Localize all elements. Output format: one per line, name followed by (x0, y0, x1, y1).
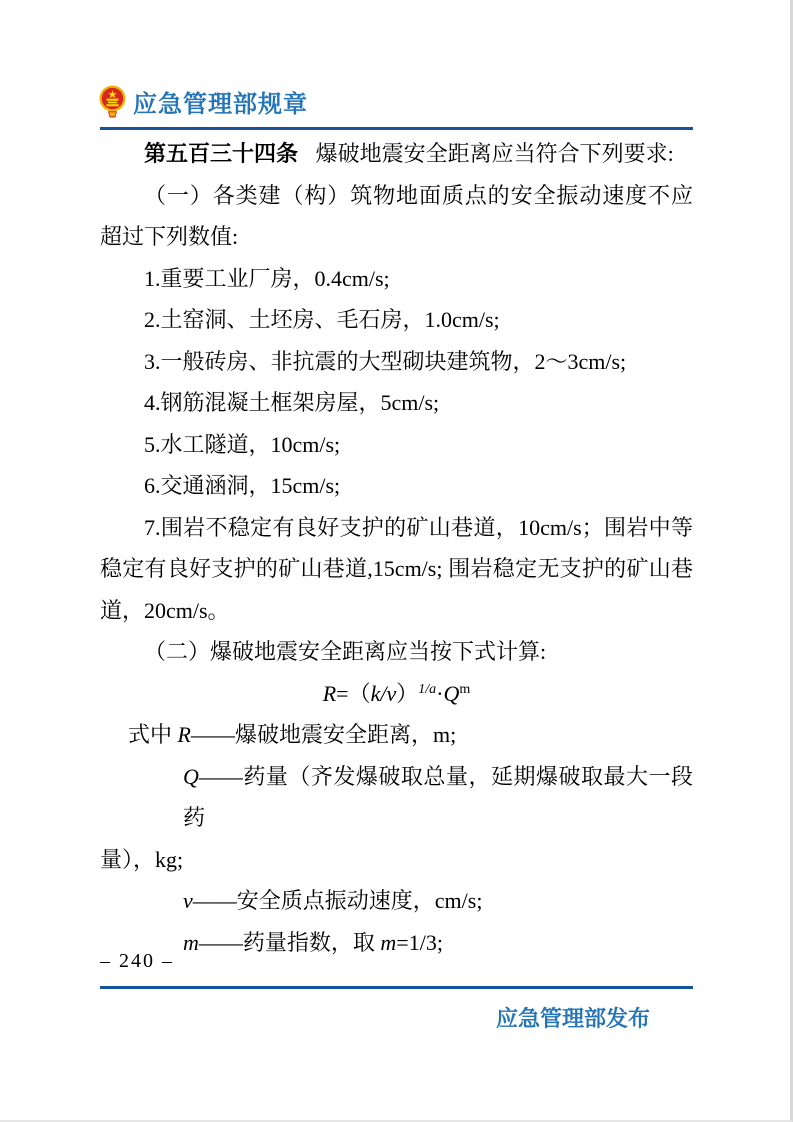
definition-text-v: 安全质点振动速度，cm/s; (236, 888, 483, 913)
dash: —— (192, 888, 237, 913)
clause-1: （一）各类建（构）筑物地面质点的安全振动速度不应超过下列数值: (100, 182, 693, 249)
header-title: 应急管理部规章 (133, 91, 308, 118)
dash: —— (198, 763, 243, 789)
definition-row-Q (100, 756, 693, 839)
definition-text-Q-cont: 量），kg; (100, 846, 184, 872)
header-divider (100, 127, 693, 130)
formula-exponent-m: m (459, 681, 471, 697)
speed-item-7: 7.围岩不稳定有良好支护的矿山巷道，10cm/s；围岩中等稳定有良好支护的矿山巷道,15cm/s; 围岩稳定无支护的矿山巷道，20cm/s。 (100, 514, 693, 623)
formula-equals: = (336, 680, 349, 706)
speed-item-6: 6.交通涵洞，15cm/s; (144, 473, 341, 498)
formula-lhs: R (322, 680, 337, 706)
definition-text-m: 药量指数，取 (242, 929, 381, 955)
formula-open-paren: （ (348, 680, 371, 706)
symbol-R: R (177, 722, 191, 747)
formula-exponent-1a: 1/a (418, 681, 437, 697)
footer-divider (100, 986, 693, 989)
speed-item-4: 4.钢筋混凝土框架房屋，5cm/s; (144, 390, 440, 415)
clause-2: （二）爆破地震安全距离应当按下式计算: (144, 639, 547, 664)
symbol-Q: Q (183, 763, 199, 789)
definition-row-R (100, 714, 693, 756)
safety-distance-formula (100, 673, 693, 715)
formula-dot: · (436, 680, 444, 706)
symbol-v: v (183, 888, 193, 913)
publisher-label: 应急管理部发布 (495, 1006, 650, 1031)
formula-charge-symbol: Q (443, 680, 460, 706)
definition-text-R: 爆破地震安全距离，m; (234, 722, 457, 747)
dash: —— (190, 722, 235, 747)
article-intro: 爆破地震安全距离应当符合下列要求: (315, 141, 674, 166)
definition-text-m-value: =1/3; (396, 929, 443, 955)
formula-close-paren: ） (396, 680, 419, 706)
article-heading (100, 133, 693, 175)
article-number: 第五百三十四条 (144, 141, 299, 166)
where-lead: 式中 (128, 722, 178, 747)
article-body (100, 133, 693, 963)
formula-ratio: k/v (370, 680, 397, 706)
definition-row-m (100, 922, 693, 964)
dash: —— (198, 929, 243, 955)
definition-row-v (100, 880, 693, 922)
speed-item-1: 1.重要工业厂房，0.4cm/s; (144, 265, 390, 291)
symbol-m: m (183, 929, 199, 955)
page-number: – 240 – (100, 950, 174, 972)
page-header (99, 84, 308, 119)
symbol-m-inline: m (380, 929, 397, 955)
definition-row-Q-continued (100, 839, 693, 881)
speed-item-5: 5.水工隧道，10cm/s; (144, 431, 341, 457)
speed-item-3: 3.一般砖房、非抗震的大型砌块建筑物，2～3cm/s; (144, 348, 627, 374)
definition-text-Q: 药量（齐发爆破取总量，延期爆破取最大一段药 (183, 763, 693, 830)
speed-item-2: 2.土窑洞、土坯房、毛石房，1.0cm/s; (144, 307, 500, 332)
national-emblem-icon (99, 85, 126, 118)
